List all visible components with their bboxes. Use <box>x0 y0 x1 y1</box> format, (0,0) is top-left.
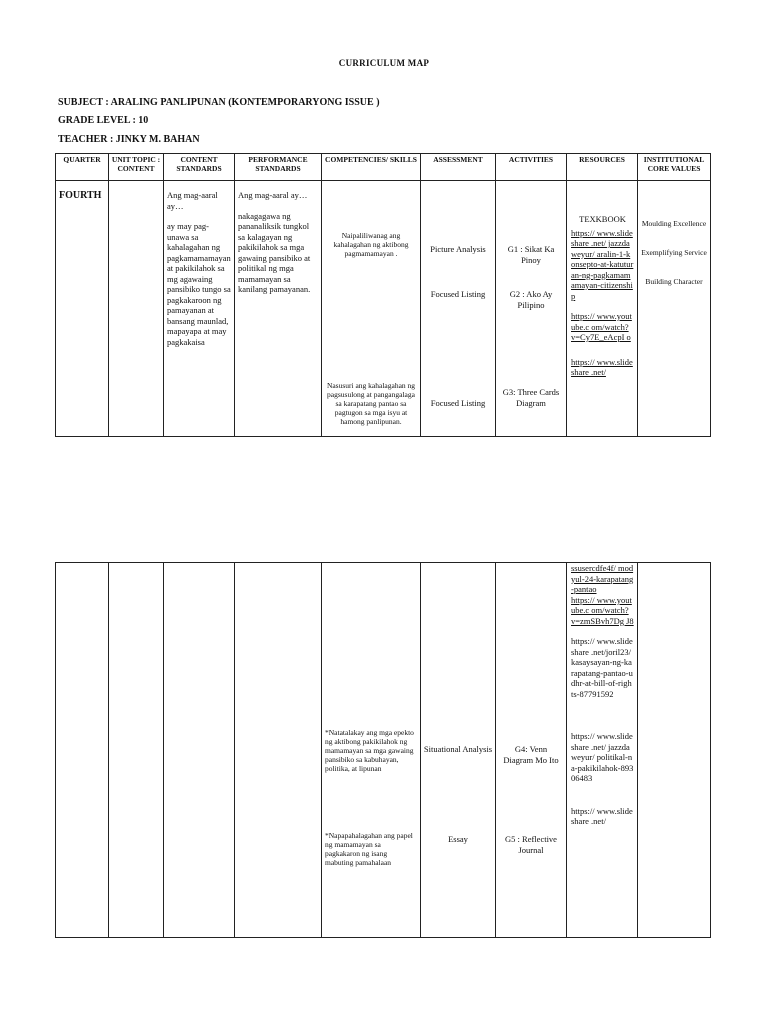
activities-cell <box>496 181 567 437</box>
assessment-item: Essay <box>448 834 468 844</box>
assessment-item: Picture Analysis <box>430 244 486 254</box>
competency-text: Naipaliliwanag ang kahalagahan ng aktibong pagmamamayan . <box>333 231 409 258</box>
core-value: Building Character <box>645 277 703 286</box>
table-row <box>56 181 711 437</box>
resource-link[interactable]: https:// www.slideshare .net/ jazzdaweyur/ politikal-na-pakikilahok-89306483 <box>571 731 634 783</box>
performance-standard-intro: Ang mag-aaral ay… <box>238 190 308 200</box>
core-values-cell <box>638 563 711 938</box>
header-resources: RESOURCES <box>567 154 638 181</box>
header-performance-standards: PERFORMANCE STANDARDS <box>235 154 322 181</box>
core-value: Exemplifying Service <box>641 248 707 257</box>
resource-link[interactable]: https:// www.slideshare .net/ <box>571 805 633 826</box>
resource-link[interactable]: https:// www.youtube.c om/watch? v=Cy7E_eAcpI o <box>571 311 632 342</box>
content-standard-intro: Ang mag-aaral ay… <box>167 190 218 211</box>
content-standard-text: at pakikilahok sa mg agawaing pansibiko tungo sa pagkakaroon ng pamayanan at bansang maunlad, mapayapa at may pagkakaisa <box>167 263 231 347</box>
resource-link[interactable]: https:// www.slideshare .net/ <box>571 356 633 377</box>
header-unit-topic: UNIT TOPIC : CONTENT <box>109 154 164 181</box>
header-activities: ACTIVITIES <box>496 154 567 181</box>
activity-item: G1 : Sikat Ka Pinoy <box>507 244 555 265</box>
resources-cell <box>567 563 638 938</box>
resource-link[interactable]: https:// www.slideshare .net/joril23/ kasaysayan-ng-karapatang-pantao-udhr-at-bill-of-rights-87791592 <box>571 636 633 699</box>
core-value: Moulding Excellence <box>641 219 707 228</box>
activity-item: G2 : Ako Ay Pilipino <box>509 289 553 310</box>
competency-text: Nasusuri ang kahalagahan ng pagsusulong at pangangalaga sa karapatang pantao sa pagtugon sa mga isyu at hamong panlipunan. <box>326 381 416 426</box>
quarter-cell <box>56 181 109 437</box>
curriculum-table-page2 <box>55 562 711 938</box>
resource-link[interactable]: ssusercdfe4f/ modyul-24-karapatang-pantao <box>571 563 634 594</box>
activity-item: G4: Venn Diagram Mo Ito <box>503 744 559 765</box>
unit-topic-cell <box>109 563 164 938</box>
performance-standard-text: nakagagawa ng pananaliksik tungkol sa kalagayan ng pakikilahok sa mga gawaing pansibiko at politikal ng mga mamamayan sa kanilang pamayanan. <box>238 210 311 294</box>
header-core-values: INSTITUTIONAL CORE VALUES <box>638 154 711 181</box>
activities-cell <box>496 563 567 938</box>
performance-standards-cell <box>235 181 322 437</box>
unit-topic-cell <box>109 181 164 437</box>
competencies-cell <box>322 181 421 437</box>
header-content-standards: CONTENT STANDARDS <box>164 154 235 181</box>
assessment-cell <box>421 563 496 938</box>
resource-link[interactable]: https:// www.slideshare .net/ jazzdaweyur/ aralin-1-konsepto-at-katuturan-ng-pagkamamamayan-citizenship <box>571 227 634 301</box>
content-standards-cell <box>164 181 235 437</box>
core-values-cell <box>638 181 711 437</box>
grade-level-line: GRADE LEVEL : 10 <box>58 115 149 126</box>
resource-textbook: TEXKBOOK <box>579 214 626 224</box>
header-competencies: COMPETENCIES/ SKILLS <box>322 154 421 181</box>
header-row <box>56 154 711 181</box>
content-standard-text: ay may pag-unawa sa kahalagahan ng pagkamamamayan <box>167 221 231 263</box>
quarter-cell <box>56 563 109 938</box>
header-quarter: QUARTER <box>56 154 109 181</box>
activity-item: G5 : Reflective Journal <box>505 834 557 855</box>
assessment-item: Focused Listing <box>430 289 486 299</box>
competencies-cell <box>322 563 421 938</box>
header-assessment: ASSESSMENT <box>421 154 496 181</box>
quarter-value: FOURTH <box>59 190 102 201</box>
teacher-line: TEACHER : JINKY M. BAHAN <box>58 134 200 145</box>
resources-cell <box>567 181 638 437</box>
table-row <box>56 563 711 938</box>
activity-item: G3: Three Cards Diagram <box>502 387 560 408</box>
curriculum-table-page1 <box>55 153 711 437</box>
subject-line: SUBJECT : ARALING PANLIPUNAN (KONTEMPORARYONG ISSUE ) <box>58 97 380 108</box>
performance-standards-cell <box>235 563 322 938</box>
competency-text: *Napapahalagahan ang papel ng mamamayan sa pagkakaron ng isang mabuting pamahalaan <box>325 831 413 867</box>
document-title: CURRICULUM MAP <box>338 58 430 68</box>
resource-link[interactable]: https:// www.youtube.c om/watch? v=zmSBvh7Dg J8 <box>571 594 634 626</box>
competency-text: *Natatalakay ang mga epekto ng aktibong pakikilahok ng mamamayan sa mga gawaing pansibiko sa kabuhayan, politika, at lipunan <box>325 728 414 773</box>
assessment-item: Situational Analysis <box>423 744 493 754</box>
assessment-item: Focused Listing <box>430 398 486 408</box>
assessment-cell <box>421 181 496 437</box>
content-standards-cell <box>164 563 235 938</box>
